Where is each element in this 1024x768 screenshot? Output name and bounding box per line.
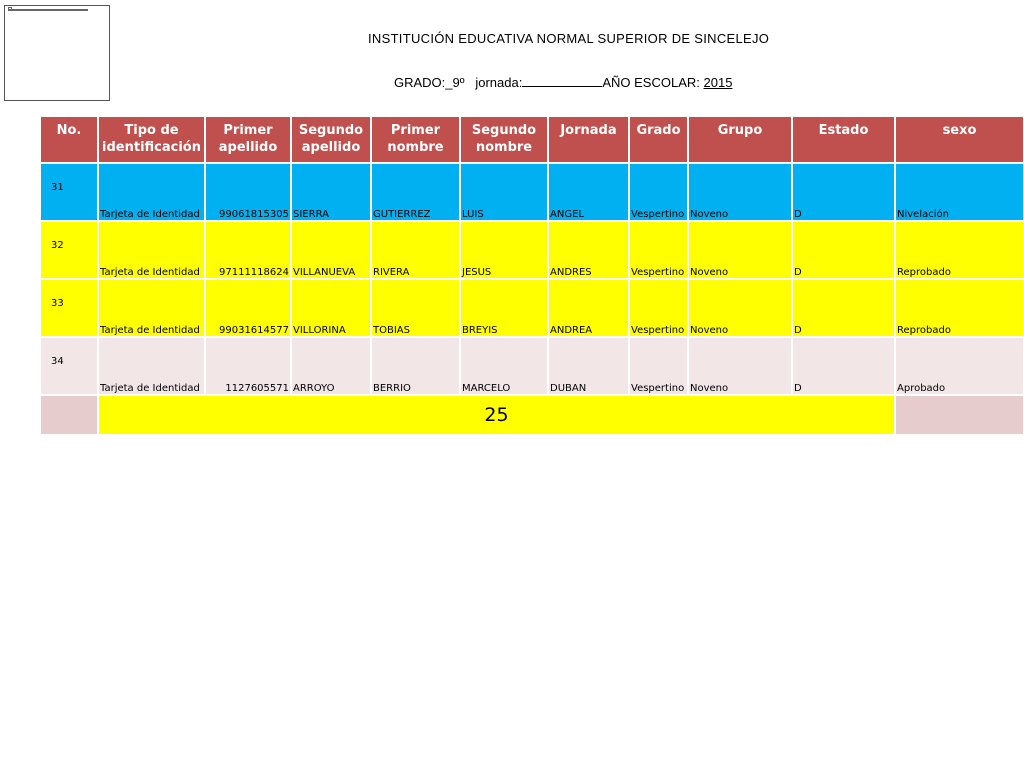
- cell-grupo: D: [793, 222, 894, 278]
- cell-segundo-nombre: ANGEL: [549, 164, 628, 220]
- cell-grado: Noveno: [689, 280, 791, 336]
- col-header-segundo-nombre: Segundo nombre: [461, 117, 547, 162]
- cell-estado: Aprobado: [896, 338, 1023, 394]
- cell-jornada: Vespertino: [630, 164, 687, 220]
- cell-segundo-apellido: TOBIAS: [372, 280, 459, 336]
- table-row: [41, 164, 1023, 220]
- jornada-label: jornada:: [475, 75, 523, 90]
- table-row: [41, 280, 1023, 336]
- cell-tipo: Tarjeta de Identidad: [99, 338, 204, 394]
- cell-segundo-nombre: DUBAN: [549, 338, 628, 394]
- col-header-grado: Grado: [630, 117, 687, 162]
- cell-id: 1127605571: [206, 338, 290, 394]
- page-title: INSTITUCIÓN EDUCATIVA NORMAL SUPERIOR DE SINCELEJO: [368, 31, 770, 46]
- cell-grupo: D: [793, 164, 894, 220]
- col-header-primer-apellido: Primer apellido: [206, 117, 290, 162]
- grado-value: _9º: [445, 75, 465, 90]
- total-row: [41, 396, 1023, 434]
- cell-grado: Noveno: [689, 222, 791, 278]
- cell-id: 99031614577: [206, 280, 290, 336]
- cell-no: 31: [41, 164, 97, 220]
- col-header-primer-nombre: Primer nombre: [372, 117, 459, 162]
- cell-estado: Nivelación: [896, 164, 1023, 220]
- cell-id: 99061815305: [206, 164, 290, 220]
- col-header-tipo: Tipo de identificación: [99, 117, 204, 162]
- cell-no: 33: [41, 280, 97, 336]
- cell-jornada: Vespertino: [630, 222, 687, 278]
- cell-tipo: Tarjeta de Identidad: [99, 164, 204, 220]
- cell-segundo-nombre: ANDREA: [549, 280, 628, 336]
- col-header-no: No.: [41, 117, 97, 162]
- cell-jornada: Vespertino: [630, 280, 687, 336]
- cell-estado: Reprobado: [896, 222, 1023, 278]
- jornada-blank: [522, 75, 602, 87]
- logo-placeholder: [4, 5, 110, 101]
- cell-segundo-apellido: GUTIERREZ: [372, 164, 459, 220]
- cell-tipo: Tarjeta de Identidad: [99, 222, 204, 278]
- logo-image-icon: [8, 9, 88, 15]
- table-row: [41, 222, 1023, 278]
- table-header-row: [41, 117, 1023, 162]
- cell-estado: Reprobado: [896, 280, 1023, 336]
- cell-tipo: Tarjeta de Identidad: [99, 280, 204, 336]
- anio-label: AÑO ESCOLAR:: [602, 75, 700, 90]
- cell-primer-apellido: SIERRA: [292, 164, 370, 220]
- cell-segundo-apellido: BERRIO: [372, 338, 459, 394]
- cell-primer-nombre: JESUS: [461, 222, 547, 278]
- table-row: [41, 338, 1023, 394]
- cell-primer-nombre: BREYIS: [461, 280, 547, 336]
- col-header-sexo: sexo: [896, 117, 1023, 162]
- cell-segundo-apellido: RIVERA: [372, 222, 459, 278]
- cell-primer-apellido: VILLANUEVA: [292, 222, 370, 278]
- total-left-cell: [41, 396, 97, 434]
- students-table: [39, 115, 1024, 436]
- cell-grupo: D: [793, 280, 894, 336]
- cell-jornada: Vespertino: [630, 338, 687, 394]
- cell-primer-apellido: ARROYO: [292, 338, 370, 394]
- cell-primer-apellido: VILLORINA: [292, 280, 370, 336]
- col-header-jornada: Jornada: [549, 117, 628, 162]
- col-header-grupo: Grupo: [689, 117, 791, 162]
- total-value: 25: [99, 396, 894, 434]
- cell-primer-nombre: MARCELO: [461, 338, 547, 394]
- cell-grado: Noveno: [689, 164, 791, 220]
- cell-no: 32: [41, 222, 97, 278]
- header-subtitle: [394, 75, 732, 90]
- cell-no: 34: [41, 338, 97, 394]
- total-right-cell: [896, 396, 1023, 434]
- cell-grado: Noveno: [689, 338, 791, 394]
- cell-grupo: D: [793, 338, 894, 394]
- grado-label: GRADO:: [394, 75, 446, 90]
- cell-id: 97111118624: [206, 222, 290, 278]
- col-header-segundo-apellido: Segundo apellido: [292, 117, 370, 162]
- anio-value: 2015: [703, 75, 733, 90]
- cell-segundo-nombre: ANDRES: [549, 222, 628, 278]
- col-header-estado: Estado: [793, 117, 894, 162]
- cell-primer-nombre: LUIS: [461, 164, 547, 220]
